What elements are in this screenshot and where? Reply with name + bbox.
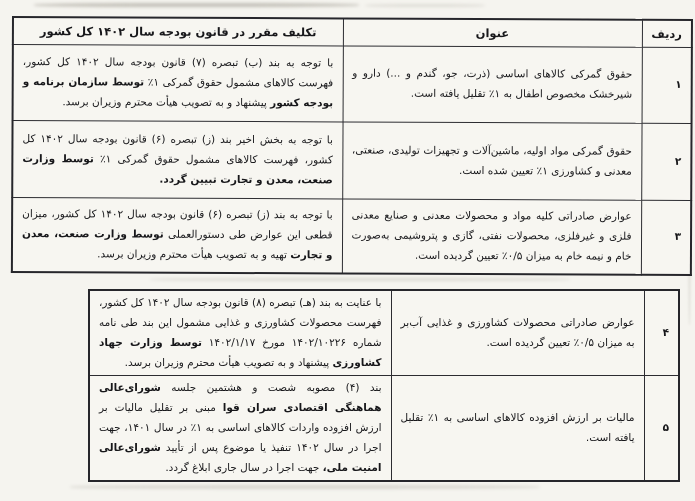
budget-obligations-table xyxy=(11,16,693,276)
scan-artifact xyxy=(365,4,485,7)
taklif-cell: با عنایت به بند (هـ) تبصره (۸) قانون بودجه سال ۱۴۰۲ کل کشور، فهرست محصولات کشاورزی و غذایی مشمول این بند طی نامه شماره ۱۴۰۲/۱۰۲۲۶ مورخ ۱۴۰۲/۱/۱۷ توسط وزارت جهاد کشاورزی پیشنهاد و به تصویب هیأت محترم وزیران برسد. xyxy=(89,290,391,376)
onvan-cell: حقوق گمرکی کالاهای اساسی (ذرت، جو، گندم و ...) دارو و شیرخشک مخصوص اطفال به ۱٪ تقلیل یافته است. xyxy=(343,45,642,122)
row-number-cell: ۳ xyxy=(641,200,691,275)
taklif-cell: بند (۴) مصوبه شصت و هشتمین جلسه شورای‌عالی هماهنگی اقتصادی سران قوا مبنی بر تقلیل مالیات بر ارزش افزوده واردات کالاهای اساسی به ۱٪ در سال ۱۴۰۱، جهت اجرا در سال ۱۴۰۲ تنفیذ یا موضوع پس از تأیید شورای‌عالی امنیت ملی، جهت اجرا در سال جاری ابلاغ گردد. xyxy=(89,376,391,482)
scan-artifact xyxy=(150,278,570,281)
table-row xyxy=(12,197,691,275)
column-header-onvan: عنوان xyxy=(343,18,642,46)
onvan-cell: مالیات بر ارزش افزوده کالاهای اساسی به ۱٪ تقلیل یافته است. xyxy=(391,376,644,482)
budget-obligations-table-continued xyxy=(88,289,680,482)
row-number-cell: ۴ xyxy=(644,290,679,376)
table-header-row xyxy=(13,17,692,47)
taklif-cell: با توجه به بند (ب) تبصره (۷) قانون بودجه سال ۱۴۰۲ کل کشور، فهرست کالاهای مشمول حقوق گمرکی ۱٪ توسط سازمان برنامه و بودجه کشور پیشنهاد و به تصویب هیأت محترم وزیران برسد. xyxy=(13,44,343,121)
table-row xyxy=(13,44,692,123)
column-header-radif: ردیف xyxy=(642,20,692,47)
onvan-cell: حقوق گمرکی مواد اولیه، ماشین‌آلات و تجهیزات تولیدی، صنعتی، معدنی و کشاورزی ۱٪ تعیین شده است. xyxy=(342,121,641,199)
taklif-cell: با توجه به بخش اخیر بند (ز) تبصره (۶) قانون بودجه سال ۱۴۰۲ کل کشور، فهرست کالاهای مشمول حقوق گمرکی ۱٪ توسط وزارت صنعت، معدن و تجارت تبیین گردد. xyxy=(12,120,342,198)
scan-artifact xyxy=(34,3,359,7)
row-number-cell: ۵ xyxy=(644,376,679,482)
table-row xyxy=(12,120,691,200)
table-row xyxy=(89,376,679,482)
scan-artifact xyxy=(70,485,540,489)
onvan-cell: عوارض صادراتی محصولات کشاورزی و غذایی آب‌بر به میزان ۰/۵٪ تعیین گردیده است. xyxy=(391,290,644,376)
taklif-cell: با توجه به بند (ز) تبصره (۶) قانون بودجه سال ۱۴۰۲ کل کشور، میزان قطعی این عوارض طی دستورالعملی توسط وزارت صنعت، معدن و تجارت تهیه و به تصویب هیأت محترم وزیران برسد. xyxy=(12,197,342,273)
column-header-taklif: تکلیف مقرر در قانون بودجه سال ۱۴۰۲ کل کشور xyxy=(13,17,343,45)
row-number-cell: ۲ xyxy=(641,123,691,200)
row-number-cell: ۱ xyxy=(642,47,692,123)
table-row xyxy=(89,290,679,376)
onvan-cell: عوارض صادراتی کلیه مواد و محصولات معدنی و صنایع معدنی فلزی و غیرفلزی، محصولات نفتی، گازی و پتروشیمی به‌صورت خام و نیمه خام به میزان ۰/۵٪ تعیین گردیده است. xyxy=(342,198,641,274)
